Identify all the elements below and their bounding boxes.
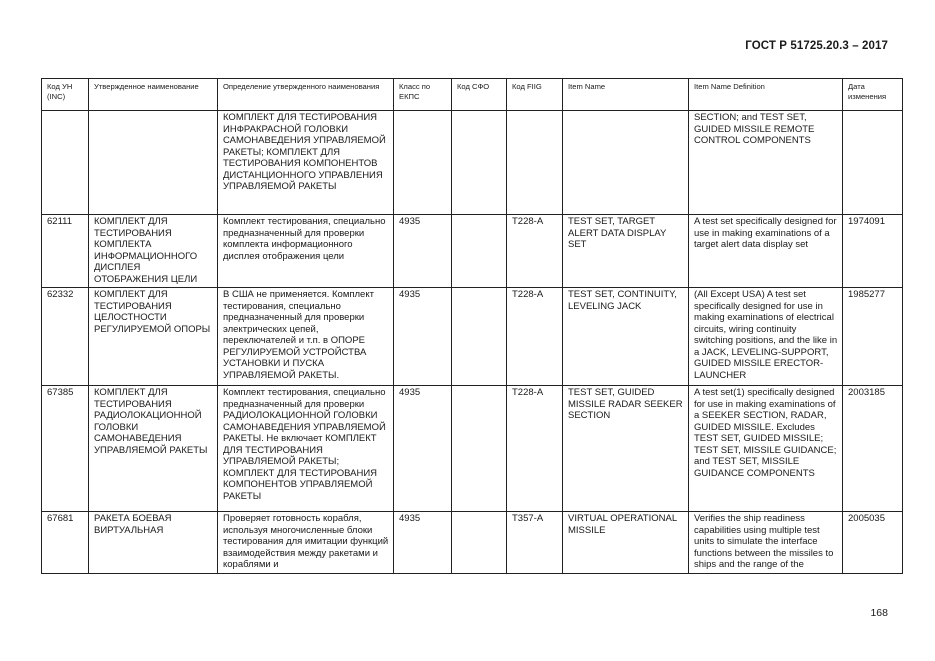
cell-fiig <box>507 111 563 215</box>
cell-date: 1974091 <box>843 215 903 288</box>
cell-inc <box>42 111 89 215</box>
cell-name-ru: КОМПЛЕКТ ДЛЯ ТЕСТИРОВАНИЯ КОМПЛЕКТА ИНФОРМАЦИОННОГО ДИСПЛЕЯ ОТОБРАЖЕНИЯ ЦЕЛИ <box>89 215 218 288</box>
cell-fiig <box>507 512 563 574</box>
cell-text: 2005035 <box>848 513 885 524</box>
cell-item-definition: (All Except USA) A test set specifically designed for use in making examinations of electrical circuits, wiring continuity switching positions, and the like in a JACK, LEVELING-SUPPORT, GUIDED MISSILE ERECTOR-LAUNCHER <box>689 288 843 386</box>
cell-date <box>843 512 903 574</box>
column-header: Item Name <box>563 79 689 111</box>
cell-sfo <box>452 512 507 574</box>
cell-fsc: 4935 <box>394 288 452 386</box>
cell-text <box>457 513 502 571</box>
cell-text: РАКЕТА БОЕВАЯ ВИРТУАЛЬНАЯ <box>94 513 172 536</box>
cell-date <box>843 111 903 215</box>
cell-date: 2003185 <box>843 386 903 512</box>
cell-inc: 62332 <box>42 288 89 386</box>
cell-fsc <box>394 111 452 215</box>
cell-item-definition: A test set(1) specifically designed for use in making examinations of a SEEKER SECTION, RADAR, GUIDED MISSILE. Excludes TEST SET, GUIDED MISSILE; TEST SET, MISSILE GUIDANCE; and TEST SET, MISSILE GUIDANCE COMPONENTS <box>689 386 843 512</box>
table-row <box>42 215 903 288</box>
column-header: Класс по ЕКПС <box>394 79 452 111</box>
table-row <box>42 512 903 574</box>
column-header: Код СФО <box>452 79 507 111</box>
cell-fsc <box>394 512 452 574</box>
cell-sfo <box>452 215 507 288</box>
cell-date: 1985277 <box>843 288 903 386</box>
cell-name-ru: КОМПЛЕКТ ДЛЯ ТЕСТИРОВАНИЯ РАДИОЛОКАЦИОННОЙ ГОЛОВКИ САМОНАВЕДЕНИЯ УПРАВЛЯЕМОЙ РАКЕТЫ <box>89 386 218 512</box>
column-header: Код УН (INC) <box>42 79 89 111</box>
cell-text: Verifies the ship readiness capabilities using multiple test units to simulate the interface functions between the missiles to ships and the range of the <box>694 513 834 570</box>
cell-inc: 62111 <box>42 215 89 288</box>
column-header: Item Name Definition <box>689 79 843 111</box>
cell-definition-ru: КОМПЛЕКТ ДЛЯ ТЕСТИРОВАНИЯ ИНФРАКРАСНОЙ ГОЛОВКИ САМОНАВЕДЕНИЯ УПРАВЛЯЕМОЙ РАКЕТЫ; КОМПЛЕКТ ДЛЯ ТЕСТИРОВАНИЯ КОМПОНЕНТОВ ДИСТАНЦИОННОГО УПРАВЛЕНИЯ УПРАВЛЯЕМОЙ РАКЕТЫ <box>218 111 394 215</box>
cell-name-ru <box>89 111 218 215</box>
cell-item-definition: A test set specifically designed for use in making examinations of a target alert data display set <box>689 215 843 288</box>
cell-item-name <box>563 512 689 574</box>
cell-inc: 67385 <box>42 386 89 512</box>
cell-definition-ru <box>218 512 394 574</box>
cell-item-name: TEST SET, CONTINUITY, LEVELING JACK <box>563 288 689 386</box>
table-row <box>42 288 903 386</box>
document-id: ГОСТ Р 51725.20.3 – 2017 <box>745 40 888 52</box>
cell-definition-ru: Комплект тестирования, специально предназначенный для проверки комплекта информационного дисплея отображения цели <box>218 215 394 288</box>
table-row <box>42 386 903 512</box>
column-header: Код FIIG <box>507 79 563 111</box>
cell-fsc: 4935 <box>394 215 452 288</box>
cell-fiig: T228-A <box>507 288 563 386</box>
cell-sfo <box>452 288 507 386</box>
cell-definition-ru: Комплект тестирования, специально предназначенный для проверки РАДИОЛОКАЦИОННОЙ ГОЛОВКИ САМОНАВЕДЕНИЯ УПРАВЛЯЕМОЙ РАКЕТЫ. Не включает КОМПЛЕКТ ДЛЯ ТЕСТИРОВАНИЯ УПРАВЛЯЕМОЙ РАКЕТЫ; КОМПЛЕКТ ДЛЯ ТЕСТИРОВАНИЯ КОМПОНЕНТОВ УПРАВЛЯЕМОЙ РАКЕТЫ <box>218 386 394 512</box>
cell-sfo <box>452 111 507 215</box>
cell-fsc: 4935 <box>394 386 452 512</box>
table-row <box>42 111 903 215</box>
cell-text: 4935 <box>399 513 421 524</box>
cell-name-ru <box>89 512 218 574</box>
cell-item-name: TEST SET, TARGET ALERT DATA DISPLAY SET <box>563 215 689 288</box>
registry-table <box>41 78 903 574</box>
cell-item-definition <box>689 512 843 574</box>
column-header: Определение утвержденного наименования <box>218 79 394 111</box>
cell-fiig: T228-A <box>507 386 563 512</box>
cell-definition-ru: В США не применяется. Комплект тестирования, специально предназначенный для проверки электрических цепей, переключателей и т.п. в ОПОРЕ РЕГУЛИРУЕМОЙ УСТРОЙСТВА УСТАНОВКИ И ПУСКА УПРАВЛЯЕМОЙ РАКЕТЫ. <box>218 288 394 386</box>
cell-item-definition: SECTION; and TEST SET, GUIDED MISSILE REMOTE CONTROL COMPONENTS <box>689 111 843 215</box>
cell-text: VIRTUAL OPERATIONAL MISSILE <box>568 513 677 536</box>
cell-item-name <box>563 111 689 215</box>
cell-fiig: T228-A <box>507 215 563 288</box>
cell-text: T357-A <box>512 513 544 524</box>
column-header: Утвержденное наименование <box>89 79 218 111</box>
cell-item-name: TEST SET, GUIDED MISSILE RADAR SEEKER SECTION <box>563 386 689 512</box>
cell-name-ru: КОМПЛЕКТ ДЛЯ ТЕСТИРОВАНИЯ ЦЕЛОСТНОСТИ РЕГУЛИРУЕМОЙ ОПОРЫ <box>89 288 218 386</box>
cell-sfo <box>452 386 507 512</box>
column-header: Дата изменения <box>843 79 903 111</box>
cell-text: Проверяет готовность корабля, используя многочисленные блоки тестирования для имитации функций взаимодействия между ракетами и кораблями и <box>223 513 389 570</box>
cell-inc <box>42 512 89 574</box>
page-number: 168 <box>870 607 888 619</box>
table-header-row <box>42 79 903 111</box>
cell-text: 67681 <box>47 513 74 524</box>
